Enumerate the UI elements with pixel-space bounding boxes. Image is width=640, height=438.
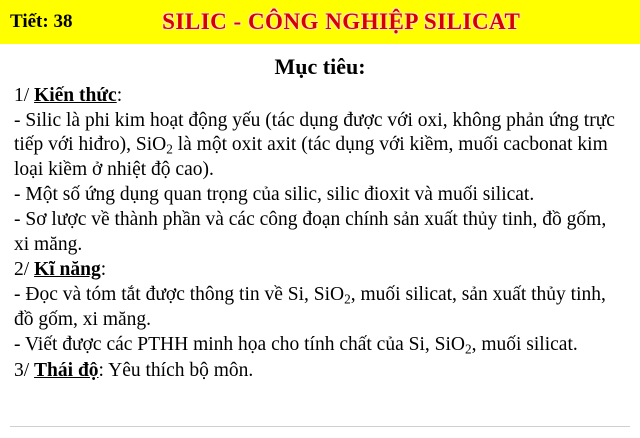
section-number-3: 3/: [14, 359, 30, 381]
section-heading-attitude: [14, 359, 626, 383]
skills-line-2-part-b: , muối silicat.: [471, 333, 578, 355]
section-colon-1: :: [116, 85, 123, 106]
skills-line-2: [14, 333, 626, 358]
section-title-2: Kĩ năng: [34, 258, 101, 280]
objectives-body: [14, 84, 626, 383]
section-heading-knowledge: [14, 84, 626, 108]
subscript-two-b: 2: [344, 291, 351, 307]
section-heading-skills: [14, 258, 626, 282]
knowledge-line-1-part-a: - Silic là phi kim hoạt động yếu (tác dụng được với oxi, không phản ứng trực tiếp với hiđro), SiO: [14, 110, 615, 156]
subscript-two-a: 2: [166, 141, 173, 157]
title-bar: [0, 0, 640, 46]
section-title-1: Kiến thức: [34, 85, 117, 106]
skills-line-1-part-a: - Đọc và tóm tắt được thông tin về Si, SiO: [14, 283, 345, 305]
knowledge-line-3: - Sơ lược về thành phần và các công đoạn chính sản xuất thủy tinh, đồ gốm, xi măng.: [14, 209, 607, 255]
section-number-2: 2/: [14, 258, 30, 280]
section-number-1: 1/: [14, 85, 30, 106]
title-container: [72, 9, 640, 35]
skills-line-1-part-b: , muối silicat, sản xuất thủy tinh, đồ gốm, xi măng.: [14, 283, 606, 330]
section-title-3: Thái độ: [34, 359, 99, 381]
footer-divider: [10, 426, 630, 427]
section-colon-2: :: [100, 258, 107, 280]
content-area: [0, 46, 640, 383]
section-colon-3: : Yêu thích bộ môn.: [98, 359, 254, 381]
knowledge-line-1: [14, 109, 626, 182]
lesson-number: Tiết: 38: [10, 11, 73, 32]
knowledge-line-2: - Một số ứng dụng quan trọng của silic, silic đioxit và muối silicat.: [14, 184, 535, 206]
objectives-heading: Mục tiêu:: [274, 54, 366, 79]
page-title: SILIC - CÔNG NGHIỆP SILICAT: [162, 9, 521, 34]
knowledge-line-1-part-b: là một oxit axit (tác dụng với kiềm, muối cacbonat kim loại kiềm ở nhiệt độ cao).: [14, 134, 608, 181]
subscript-two-c: 2: [464, 341, 472, 357]
skills-line-2-part-a: - Viết được các PTHH minh họa cho tính chất của Si, SiO: [14, 333, 465, 355]
skills-line-1: [14, 283, 626, 332]
